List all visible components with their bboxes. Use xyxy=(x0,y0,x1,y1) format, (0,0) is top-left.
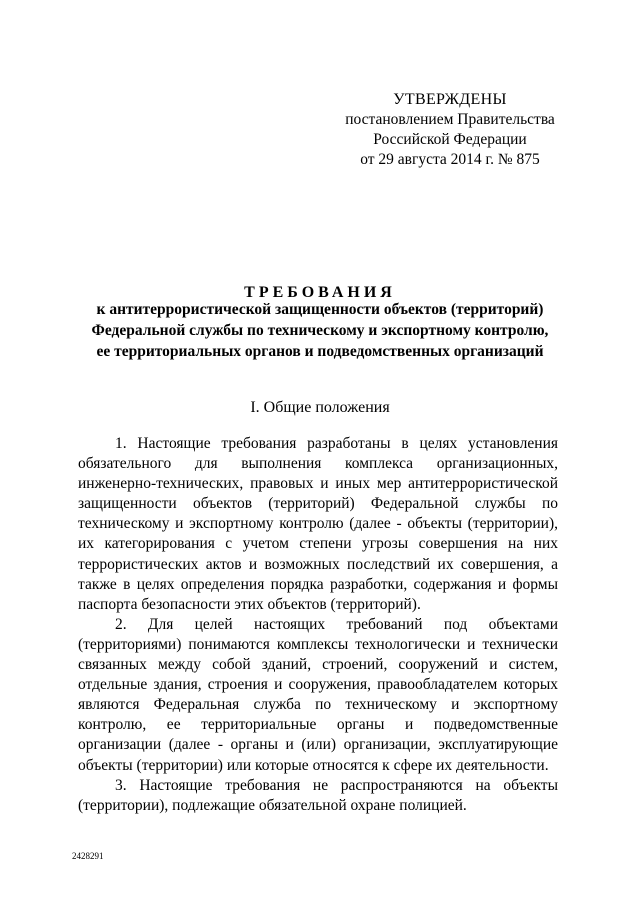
document-subtitle xyxy=(60,299,580,362)
subtitle-line-1: к антитеррористической защищенности объектов (территорий) xyxy=(96,301,544,318)
subtitle-line-2: Федеральной службы по техническому и экспортному контролю, xyxy=(91,322,549,339)
approval-line-2: Российской Федерации xyxy=(373,131,527,148)
approval-line-3: от 29 августа 2014 г. № 875 xyxy=(360,151,540,168)
document-title: ТРЕБОВАНИЯ xyxy=(244,284,396,301)
approval-line-1: постановлением Правительства xyxy=(345,111,555,128)
paragraph-3: 3. Настоящие требования не распространяются на объекты (территории), подлежащие обязательной охране полицией. xyxy=(78,776,558,814)
paragraph-1: 1. Настоящие требования разработаны в целях установления обязательного для выполнения комплекса организационных, инженерно-технических, правовых и иных мер антитеррористической защищенности объектов (территорий) Федеральной службы по техническому и экспортному контролю (далее - объекты (территории), их категорирования с учетом степени угрозы совершения на них террористических актов и возможных последствий их совершения, а также в целях определения порядка разработки, содержания и формы паспорта безопасности этих объектов (территорий). xyxy=(78,435,558,613)
section-title: I. Общие положения xyxy=(250,399,390,416)
approval-stamp xyxy=(330,90,570,170)
approval-heading: УТВЕРЖДЕНЫ xyxy=(393,91,507,108)
subtitle-line-3: ее территориальных органов и подведомственных организаций xyxy=(96,343,544,360)
paragraph-2: 2. Для целей настоящих требований под объектами (территориями) понимаются комплексы технологически и технически связанных между собой зданий, строений, сооружений и систем, отдельные здания, строения и сооружения, правообладателем которых являются Федеральная служба по техническому и экспортному контролю, ее территориальные органы и подведомственные организации (далее - органы и (или) организации, эксплуатирующие объекты (территории) или которые относятся к сфере их деятельности. xyxy=(78,615,558,774)
document-body xyxy=(78,434,558,816)
footer-document-code: 2428291 xyxy=(72,851,104,861)
